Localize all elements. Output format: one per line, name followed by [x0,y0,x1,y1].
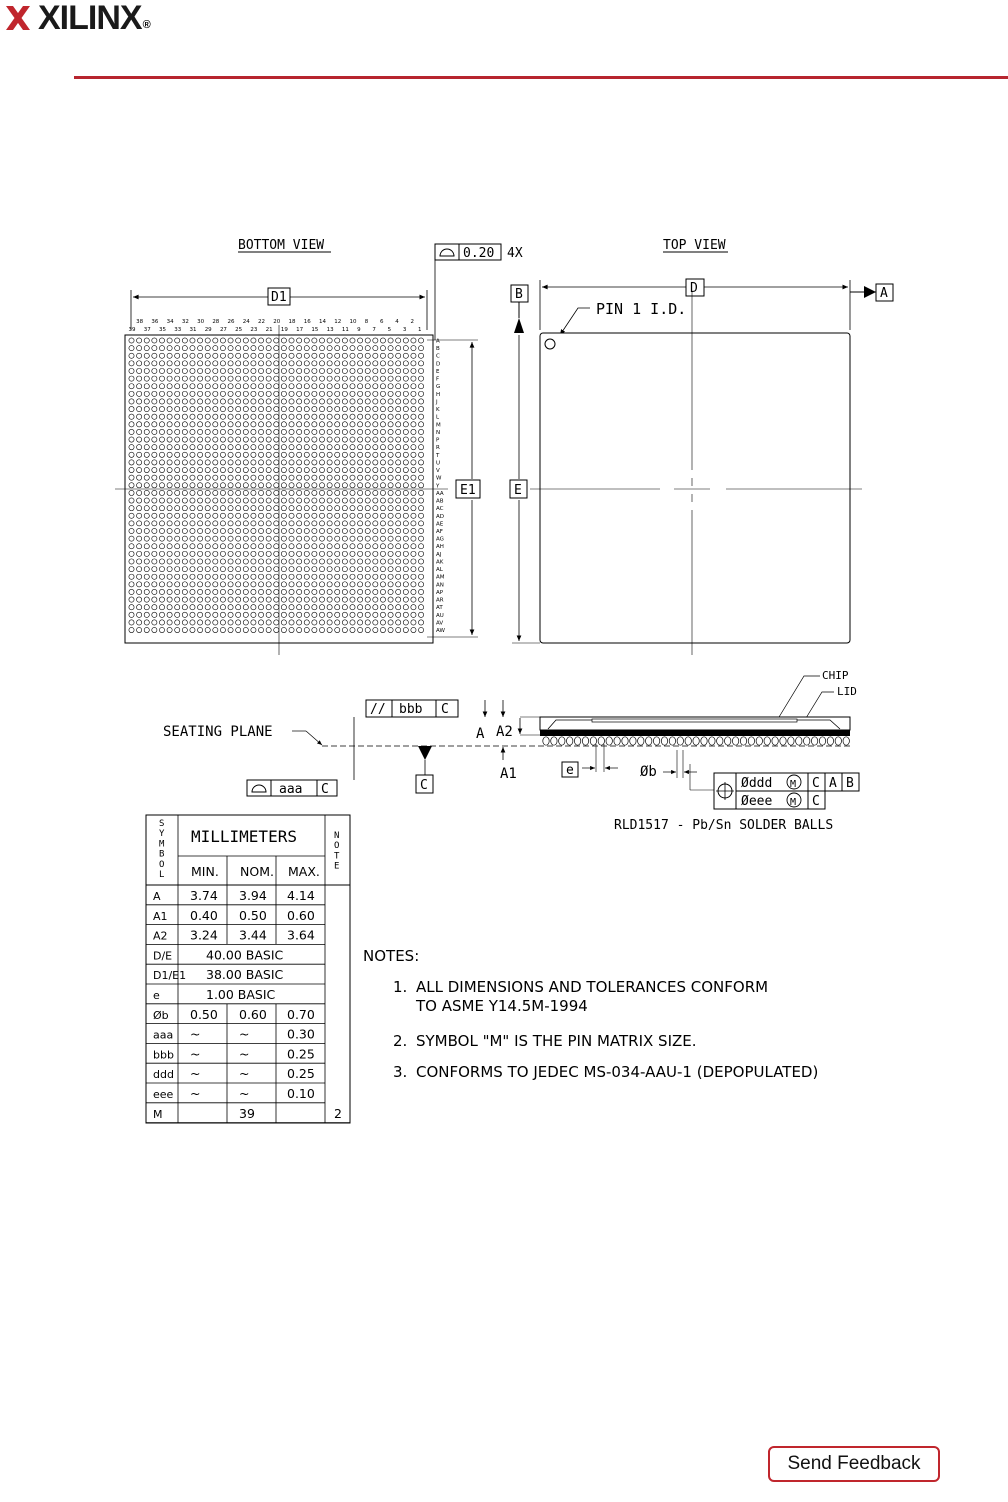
column-number: 2 [410,319,414,325]
table-symbol: e [153,989,160,1002]
col-min: MIN. [191,864,219,879]
row-letter: C [436,353,440,360]
ddd-mmc: M [790,779,797,790]
note-1-line-1: ALL DIMENSIONS AND TOLERANCES CONFORM [416,978,769,996]
aaa-label: aaa [279,782,303,797]
table-basic-value: 38.00 BASIC [206,967,284,983]
table-max: 3.64 [287,927,315,943]
row-letter: AM [436,574,445,581]
row-letter: T [436,452,440,459]
row-letter: W [436,475,442,482]
dimension-table [146,815,350,1123]
symbol-header-char: L [159,870,165,880]
column-number: 6 [379,319,384,325]
column-number: 8 [364,319,369,325]
row-letter: M [436,422,441,429]
flatness-value: 0.20 [463,246,495,261]
note-header [334,831,340,872]
table-max: 4.14 [287,888,315,903]
row-letter: AF [436,529,443,535]
column-number: 19 [280,327,288,333]
row-letter: AP [436,589,444,596]
top-view-title: TOP VIEW [663,238,726,253]
row-letter: P [436,437,440,444]
ddd-datum-c: C [812,776,820,791]
column-number: 29 [204,327,212,333]
a-label: A [476,726,485,742]
table-max: 0.30 [287,1026,315,1042]
flatness-count: 4X [507,246,523,261]
column-number: 21 [265,327,273,333]
row-letter: AB [436,498,444,505]
row-letter: L [436,414,440,421]
eee-mmc: M [790,797,797,808]
note-2-line-1: SYMBOL "M" IS THE PIN MATRIX SIZE. [416,1032,697,1050]
note-header-char: E [334,861,340,872]
column-number: 14 [319,319,326,325]
column-number: 9 [357,327,361,333]
note-3-line-1: CONFORMS TO JEDEC MS-034-AAU-1 (DEPOPULATED) [416,1063,819,1081]
units-header: MILLIMETERS [191,827,297,846]
table-min: 3.24 [190,927,218,943]
column-number: 5 [387,327,392,333]
row-letter: F [436,376,440,383]
symbol-header-char: Y [159,829,165,840]
e1-label: E1 [460,483,476,498]
column-number: 16 [303,319,311,325]
table-symbol: A [153,890,161,903]
column-number: 26 [227,319,235,325]
registered-mark: ® [142,19,151,31]
note-header-char: T [334,851,340,862]
send-feedback-button[interactable]: Send Feedback [768,1446,940,1482]
parallel-symbol: // [370,702,386,717]
table-max: 0.70 [287,1006,315,1022]
drawing-caption: RLD1517 - Pb/Sn SOLDER BALLS [614,818,834,833]
symbol-header-char: O [159,859,165,870]
table-symbol: A1 [153,909,168,923]
column-number: 37 [143,327,151,333]
table-symbol: eee [153,1088,174,1101]
table-symbol: D1/E1 [153,969,187,983]
column-number: 4 [395,319,399,325]
row-letter: AG [436,536,444,543]
table-symbol: D/E [153,949,173,963]
note-1-num: 1. [393,978,408,996]
table-max: 0.60 [287,907,315,923]
column-number: 35 [158,327,166,333]
note-1-line-2: TO ASME Y14.5M-1994 [416,997,588,1015]
column-number: 30 [197,319,205,325]
row-letter: H [436,391,441,398]
row-letter: N [436,429,441,436]
row-letter: AK [436,559,444,566]
table-min: 0.40 [190,907,218,923]
table-max: 0.10 [287,1086,315,1101]
table-nom: 3.94 [239,888,267,903]
table-symbol: A2 [153,929,168,943]
column-number: 27 [219,327,227,333]
column-number: 18 [288,319,296,325]
row-letter: AC [436,506,444,513]
table-nom: 0.50 [239,907,267,923]
column-number: 32 [181,319,189,325]
note-2-num: 2. [393,1032,408,1050]
column-number: 11 [341,327,349,333]
column-number: 22 [258,319,266,325]
column-number: 38 [136,319,144,325]
column-number: 36 [151,319,159,325]
column-number: 15 [311,327,319,333]
row-letter: AV [436,620,444,627]
column-number: 31 [189,327,197,333]
row-letter: E [436,368,440,375]
e-label: E [514,483,522,498]
column-number: 12 [334,319,342,325]
table-symbol: M [153,1107,163,1121]
d1-label: D1 [271,290,287,305]
row-letter: Y [436,483,440,490]
chip-label: CHIP [822,669,849,682]
row-letter: AR [436,597,444,604]
bbb-label: bbb [399,702,423,717]
note-3-num: 3. [393,1063,408,1081]
pin1-label: PIN 1 I.D. [596,300,687,318]
table-min: ~ [190,1066,201,1082]
aaa-datum: C [321,782,329,797]
a2-label: A2 [496,724,513,740]
row-letter: AW [436,628,445,635]
table-symbol: aaa [153,1028,174,1042]
column-number: 34 [166,319,174,325]
lid-label: LID [837,685,857,698]
ddd-datum-b: B [846,776,854,791]
table-max: 0.25 [287,1066,315,1082]
ddd-datum-a: A [829,776,837,791]
table-symbol: Øb [153,1008,169,1022]
column-number: 1 [418,327,422,333]
row-letter: AU [436,612,444,619]
column-number: 23 [250,327,258,333]
note-header-char: N [334,831,340,841]
table-note: 2 [334,1105,342,1121]
datum-c: C [420,778,428,793]
symbol-header [159,819,165,880]
table-nom: 3.44 [239,927,267,943]
eee-datum-c: C [812,794,820,809]
row-letter: AJ [436,551,442,558]
row-letter: A [436,338,440,345]
table-min: 3.74 [190,888,218,903]
table-symbol: bbb [153,1048,174,1062]
column-numbers-bottom [129,327,422,333]
column-number: 24 [242,319,250,325]
d-label: D [690,281,698,296]
seating-plane-label: SEATING PLANE [163,724,273,740]
column-number: 20 [273,319,281,325]
notes-title: NOTES: [363,947,420,965]
top-package-outline [540,333,850,643]
column-number: 13 [326,327,334,333]
table-nom: ~ [239,1026,250,1042]
row-letter: G [436,384,441,391]
pitch-label: e [566,763,574,778]
column-number: 10 [349,319,357,325]
column-number: 39 [128,327,136,333]
column-number: 28 [212,319,220,325]
row-letter: AD [436,513,444,520]
table-max: 0.25 [287,1046,315,1062]
row-letters [435,339,445,635]
row-letter: B [436,346,440,353]
column-number: 33 [174,327,182,333]
table-nom: ~ [239,1066,250,1082]
notes-block [363,947,818,1081]
col-max: MAX. [288,864,320,879]
datum-b: B [515,287,523,302]
table-nom: 39 [239,1105,255,1121]
row-letter: K [436,407,440,414]
column-number: 7 [372,327,376,333]
symbol-header-char: M [159,839,165,850]
row-letter: J [436,399,438,406]
table-min: ~ [190,1026,201,1042]
ball-diameter-label: Øb [640,764,657,780]
row-letter: AN [436,582,444,589]
datum-a: A [880,286,888,301]
row-letter: AL [436,567,443,574]
column-number: 17 [296,327,304,333]
row-letter: R [436,445,440,452]
table-nom: 0.60 [239,1006,267,1022]
table-nom: ~ [239,1086,250,1101]
col-nom: NOM. [240,864,274,879]
column-numbers-top [136,319,414,325]
table-min: 0.50 [190,1006,218,1022]
ddd-label: Øddd [741,776,773,791]
column-number: 25 [235,327,243,333]
eee-label: Øeee [741,794,773,809]
symbol-header-char: B [159,849,165,860]
row-letter: AE [436,521,444,528]
a1-label: A1 [500,766,517,782]
brand-name: XILINX [38,0,142,37]
bbb-datum: C [441,702,449,717]
row-letter: U [436,460,441,467]
bottom-view-title: BOTTOM VIEW [238,238,325,253]
row-letter: D [436,361,441,368]
table-basic-value: 40.00 BASIC [206,947,284,963]
row-letter: AA [436,490,444,497]
row-letter: V [436,468,440,475]
row-letter: AH [436,544,444,551]
side-solder-balls [543,737,850,745]
table-min: ~ [190,1046,201,1062]
column-number: 3 [402,327,407,333]
table-symbol: ddd [153,1068,174,1082]
note-header-char: O [334,841,340,852]
symbol-header-char: S [159,819,165,829]
table-min: ~ [190,1086,201,1101]
row-letter: AT [436,605,443,612]
table-basic-value: 1.00 BASIC [206,987,276,1002]
table-nom: ~ [239,1046,250,1062]
